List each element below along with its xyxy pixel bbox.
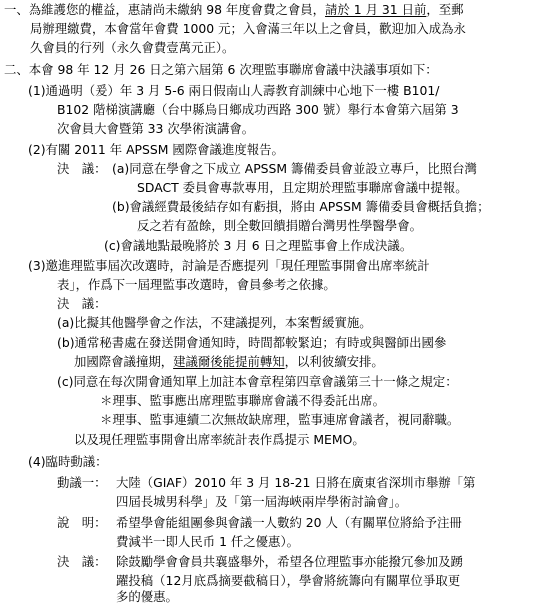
item-3-star-1: ＊理事、監事應出席理監事聯席會議不得委託出席。 xyxy=(100,393,385,408)
deadline-underlined-text: 請於 1 月 31 日前 xyxy=(325,2,427,17)
item-3-b-line-2-post: ，以利彼續安排。 xyxy=(284,354,384,369)
item-1-line-2: B102 階梯演講廳（台中縣烏日鄉成功西路 300 號）舉行本會第六屆第 3 xyxy=(57,102,459,117)
section-2-heading xyxy=(4,61,438,79)
resolution-label: 決 議： xyxy=(57,554,107,569)
motion-1-line-1: 大陸（GIAF）2010 年 3 月 18-21 日將在廣東省深圳市舉辦「第 xyxy=(116,475,476,490)
motion-1-line-2: 四屆長城男科學」及「第一屆海峽兩岸學術討論會」。 xyxy=(116,494,408,509)
section-1-number: 一、 xyxy=(4,2,29,17)
item-3-line-1: (3)邀進理監事屆次改選時，討論是否應提列「現任理監事開會出席率統計 xyxy=(28,258,430,273)
section-1-line-2: 局辦理繳費，本會當年會費 1000 元；入會滿三年以上之會員，歡迎加入成為永 xyxy=(30,21,466,36)
item-3-b-underlined-text: 建議爾後能提前轉知 xyxy=(173,354,285,369)
item-3-a-line-1: (a)比擬其他醫學會之作法，不建議提列，本案暫緩實施。 xyxy=(57,315,372,330)
explanation-line-1: 希望學會能組團參與會議一人數約 20 人（有關單位將給予注冊 xyxy=(116,515,462,530)
section-2-number: 二、 xyxy=(4,62,29,77)
resolution-line-3: 多的優惠。 xyxy=(116,589,178,604)
section-1-line-1 xyxy=(4,1,464,19)
section-2-heading-text: 本會 98 年 12 月 26 日之第六屆第 6 次理監事聯席會議中決議事項如下： xyxy=(28,62,438,77)
item-3-b-line-2 xyxy=(74,353,384,371)
item-3-b-line-1: (b)通常秘書處在發送開會通知時，時間都較緊迫；有時或與醫師出國參 xyxy=(57,335,447,350)
item-2-b-line-2: 反之若有盈餘，則全數回饋捐贈台灣男性學醫學會。 xyxy=(137,218,422,233)
item-2-a-line-1: (a)同意在學會之下成立 APSSM 籌備委員會並設立專戶，比照台灣 xyxy=(112,161,477,176)
item-3-b-line-2-pre: 加國際會議撞期， xyxy=(74,354,174,369)
item-3-line-2: 表」，作爲下一屆理監事改選時，會員參考之依據。 xyxy=(57,277,336,292)
section-1-text-tail: ，至郵 xyxy=(426,2,464,17)
item-4-title: (4)臨時動議： xyxy=(28,454,108,469)
motion-1-label: 動議一： xyxy=(57,475,107,490)
item-1-line-1: (1)通過明（爰）年 3 月 5-6 兩日假南山人壽教育訓練中心地下一樓 B101/ xyxy=(28,83,440,98)
explanation-label: 說 明： xyxy=(57,515,107,530)
item-2-a-line-2: SDACT 委員會專款專用，且定期於理監事聯席會議中提報。 xyxy=(137,180,468,195)
section-1-line-3: 久會員的行列（永久會費壹萬元正）。 xyxy=(30,40,235,55)
item-1-line-3: 次會員大會暨第 33 次學術演講會。 xyxy=(57,121,255,136)
item-2-b-line-1: (b)會議經費最後結存如有虧損，將由 APSSM 籌備委員會概括負擔； xyxy=(112,199,490,214)
explanation-line-2: 費減半一即人民币 1 仟之優惠）。 xyxy=(116,534,300,549)
resolution-line-1: 除鼓勵學會會員共襄盛舉外，希望各位理監事亦能撥冗參加及踴 xyxy=(116,554,463,569)
resolution-line-2: 躍投稿（12月底爲摘要截稿日），學會將統籌向有關單位爭取更 xyxy=(116,573,461,588)
item-2-title: (2)有關 2011 年 APSSM 國際會議進度報告。 xyxy=(28,142,284,157)
item-3-last-line: 以及現任理監事開會出席率統計表作爲提示 MEMO。 xyxy=(74,432,365,447)
item-3-star-2: ＊理事、監事連續二次無故缺席理，監事連席會議者，視同辭職。 xyxy=(100,412,460,427)
item-2-c-line-1: (c)會議地點最晚將於 3 月 6 日之理監事會上作成決議。 xyxy=(104,238,413,253)
item-3-c-line-1: (c)同意在每次開會通知單上加註本會章程第四章會議第三十一條之規定： xyxy=(57,374,458,389)
item-2-resolution-label: 決 議： xyxy=(57,161,107,176)
section-1-text: 為維護您的權益，惠請尚未繳納 98 年度會費之會員， xyxy=(28,2,326,17)
item-3-resolution-label: 決 議： xyxy=(57,296,107,311)
